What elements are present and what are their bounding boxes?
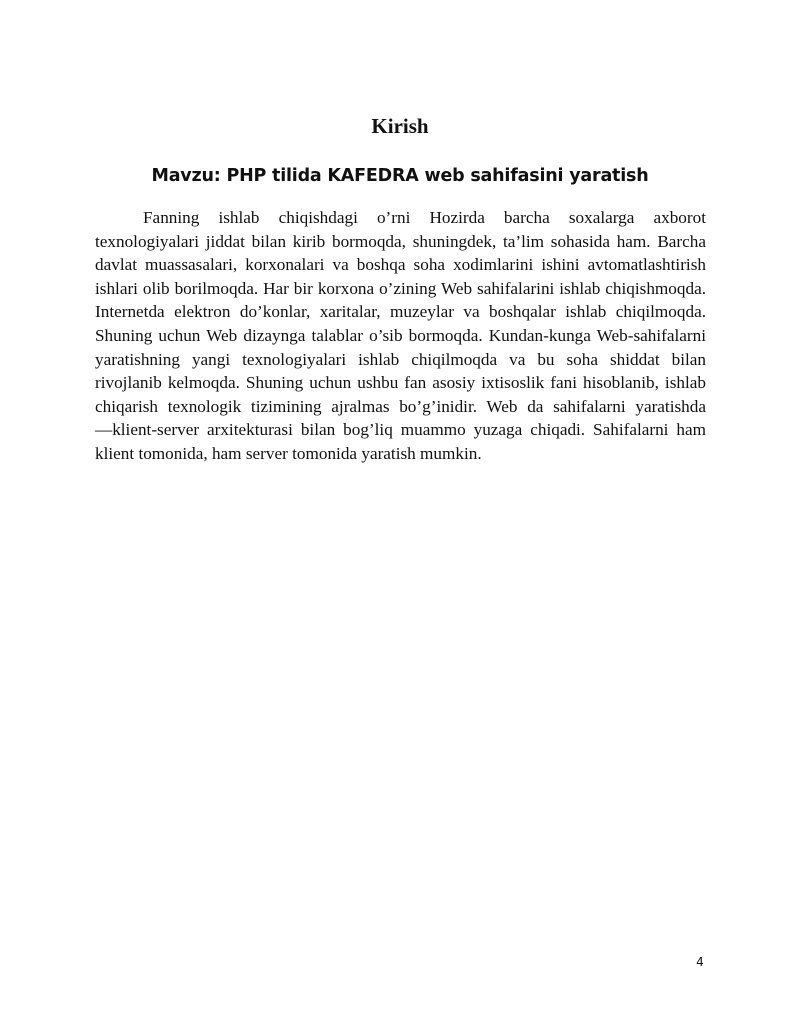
- page-number: 4: [696, 955, 704, 969]
- intro-paragraph: Fanning ishlab chiqishdagi o’rni Hozirda barcha soxalarga axborot texnologiyalari jiddat bilan kirib bormoqda, shuningdek, ta’lim sohasida ham. Barcha davlat muassasalari, korxonalari va boshqa soha xodimlarini ishini avtomatlashtirish ishlari olib borilmoqda. Har bir korxona o’zining Web sahifalarini ishlab chiqishmoqda. Internetda elektron do’konlar, xaritalar, muzeylar va boshqalar ishlab chiqilmoqda. Shuning uchun Web dizaynga talablar o’sib bormoqda. Kundan-kunga Web-sahifalarni yaratishning yangi texnologiyalari ishlab chiqilmoqda va bu soha shiddat bilan rivojlanib kelmoqda. Shuning uchun ushbu fan asosiy ixtisoslik fani hisoblanib, ishlab chiqarish texnologik tizimining ajralmas bo’g’inidir. Web da sahifalarni yaratishda ―klient-server arxitekturasi bilan bog’liq muammo yuzaga chiqadi. Sahifalarni ham klient tomonida, ham server tomonida yaratish mumkin.: [95, 208, 706, 463]
- topic-subtitle: Mavzu: PHP tilida KAFEDRA web sahifasini yaratish: [151, 166, 649, 186]
- page-title: Kirish: [371, 114, 429, 138]
